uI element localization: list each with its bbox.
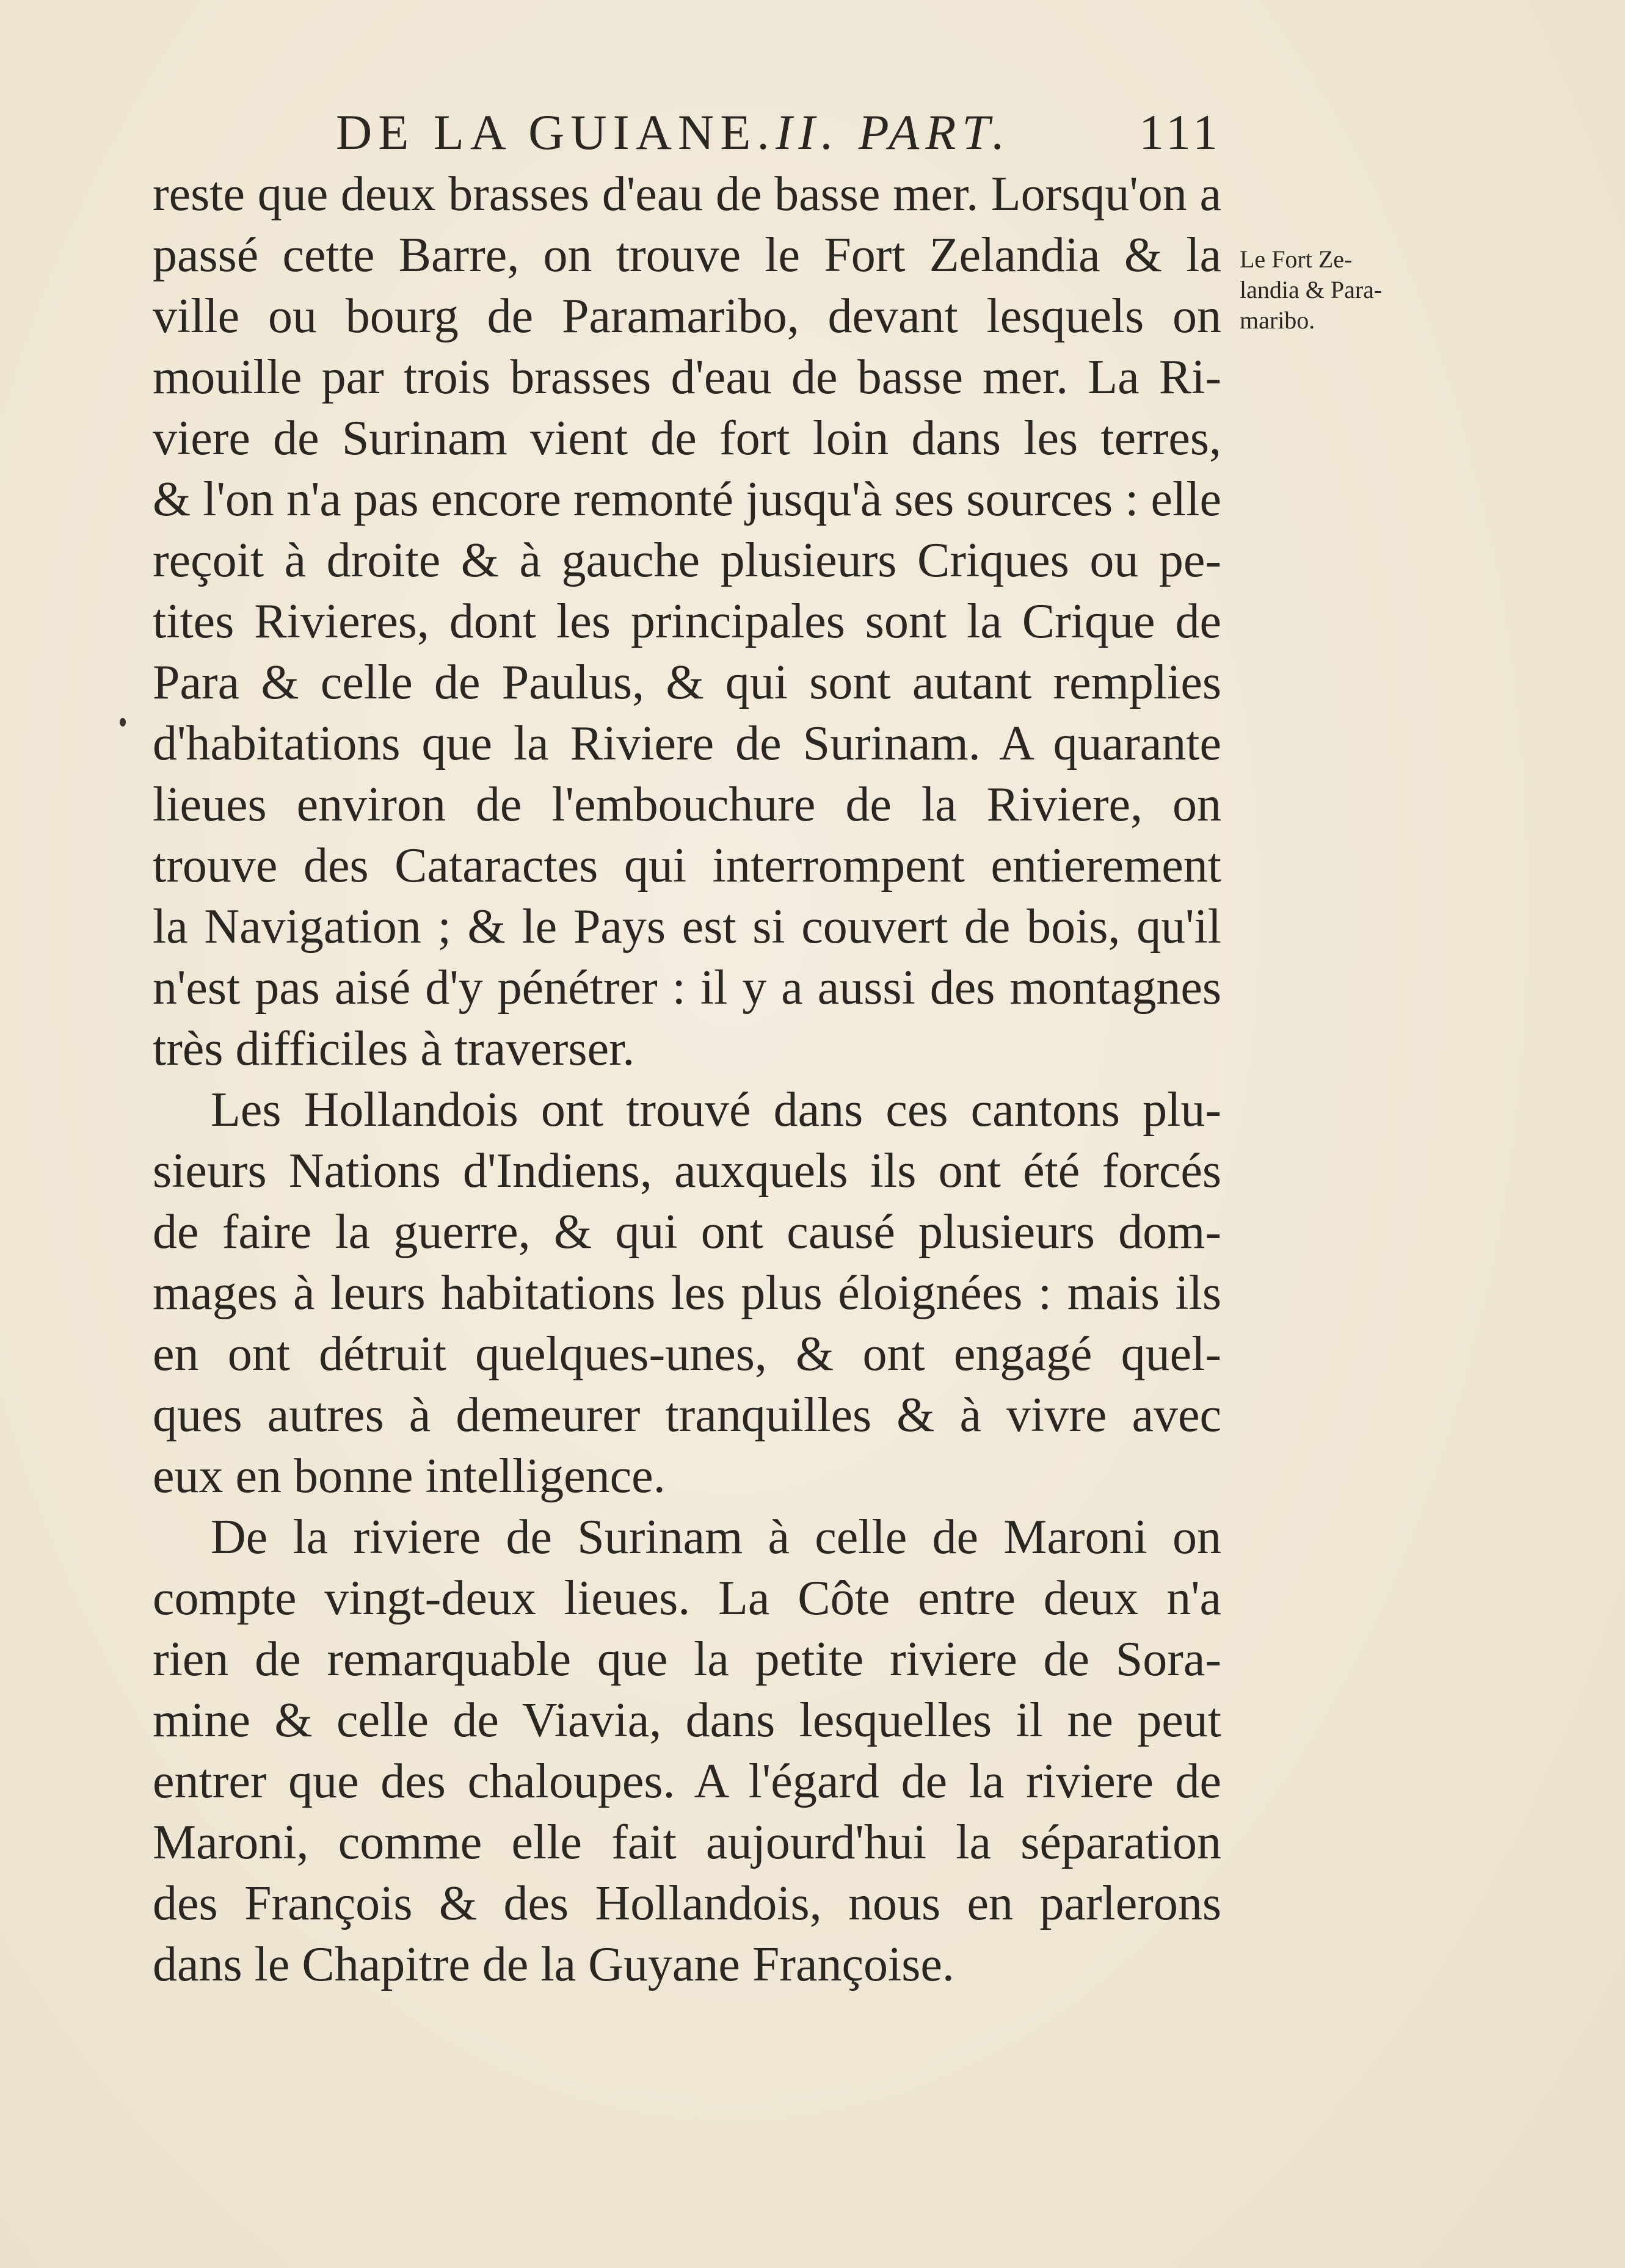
text-line: ville ou bourg de Paramaribo, devant lesquels on [153, 289, 1221, 343]
body-text [153, 164, 1221, 1995]
text-line: reste que deux brasses d'eau de basse mer. Lorsqu'on a [153, 167, 1221, 221]
text-line: la Navigation ; & le Pays est si couvert de bois, qu'il [153, 900, 1221, 954]
text-line: d'habitations que la Riviere de Surinam. A quarante [153, 717, 1221, 770]
text-line: ques autres à demeurer tranquilles & à vivre avec [153, 1388, 1221, 1442]
text-line: Les Hollandois ont trouvé dans ces cantons plu- [211, 1083, 1221, 1137]
text-line: très difficiles à traverser. [153, 1022, 635, 1076]
running-head [336, 104, 1221, 159]
text-line: De la riviere de Surinam à celle de Maroni on [211, 1510, 1221, 1564]
marginal-note-line: maribo. [1240, 306, 1315, 334]
text-line: passé cette Barre, on trouve le Fort Zelandia & la [153, 228, 1221, 282]
text-line: Maroni, comme elle fait aujourd'hui la séparation [153, 1816, 1221, 1869]
text-line: entrer que des chaloupes. A l'égard de la riviere de [153, 1755, 1221, 1808]
text-line: reçoit à droite & à gauche plusieurs Criques ou pe- [153, 534, 1221, 587]
ink-speck [120, 718, 126, 726]
text-line: tites Rivieres, dont les principales sont la Crique de [153, 595, 1221, 648]
text-line: & l'on n'a pas encore remonté jusqu'à ses sources : elle [153, 473, 1221, 526]
text-line: trouve des Cataractes qui interrompent entierement [153, 839, 1221, 893]
marginal-note-line: landia & Para- [1240, 276, 1383, 303]
text-line: mages à leurs habitations les plus éloignées : mais ils [153, 1266, 1221, 1320]
text-line: en ont détruit quelques-unes, & ont engagé quel- [153, 1327, 1221, 1381]
text-line: dans le Chapitre de la Guyane Françoise. [153, 1938, 954, 1991]
text-line: eux en bonne intelligence. [153, 1449, 666, 1503]
text-line: sieurs Nations d'Indiens, auxquels ils ont été forcés [153, 1144, 1221, 1198]
text-line: viere de Surinam vient de fort loin dans les terres, [153, 411, 1221, 465]
running-head-part: II. PART. [776, 104, 1011, 160]
text-line: rien de remarquable que la petite riviere de Sora- [153, 1632, 1221, 1686]
text-line: Para & celle de Paulus, & qui sont autant remplies [153, 656, 1221, 709]
page-number: 111 [1139, 104, 1221, 160]
text-line: de faire la guerre, & qui ont causé plusieurs dom- [153, 1205, 1221, 1259]
text-line: n'est pas aisé d'y pénétrer : il y a aussi des montagnes [153, 961, 1221, 1015]
text-line: mouille par trois brasses d'eau de basse mer. La Ri- [153, 350, 1221, 404]
text-line: des François & des Hollandois, nous en parlerons [153, 1877, 1221, 1930]
text-line: mine & celle de Viavia, dans lesquelles il ne peut [153, 1694, 1221, 1747]
running-head-title: DE LA GUIANE. [336, 104, 776, 160]
marginal-note-line: Le Fort Ze- [1240, 245, 1353, 273]
text-line: lieues environ de l'embouchure de la Riviere, on [153, 778, 1221, 831]
text-line: compte vingt-deux lieues. La Côte entre deux n'a [153, 1571, 1221, 1625]
marginal-note [1240, 244, 1435, 336]
